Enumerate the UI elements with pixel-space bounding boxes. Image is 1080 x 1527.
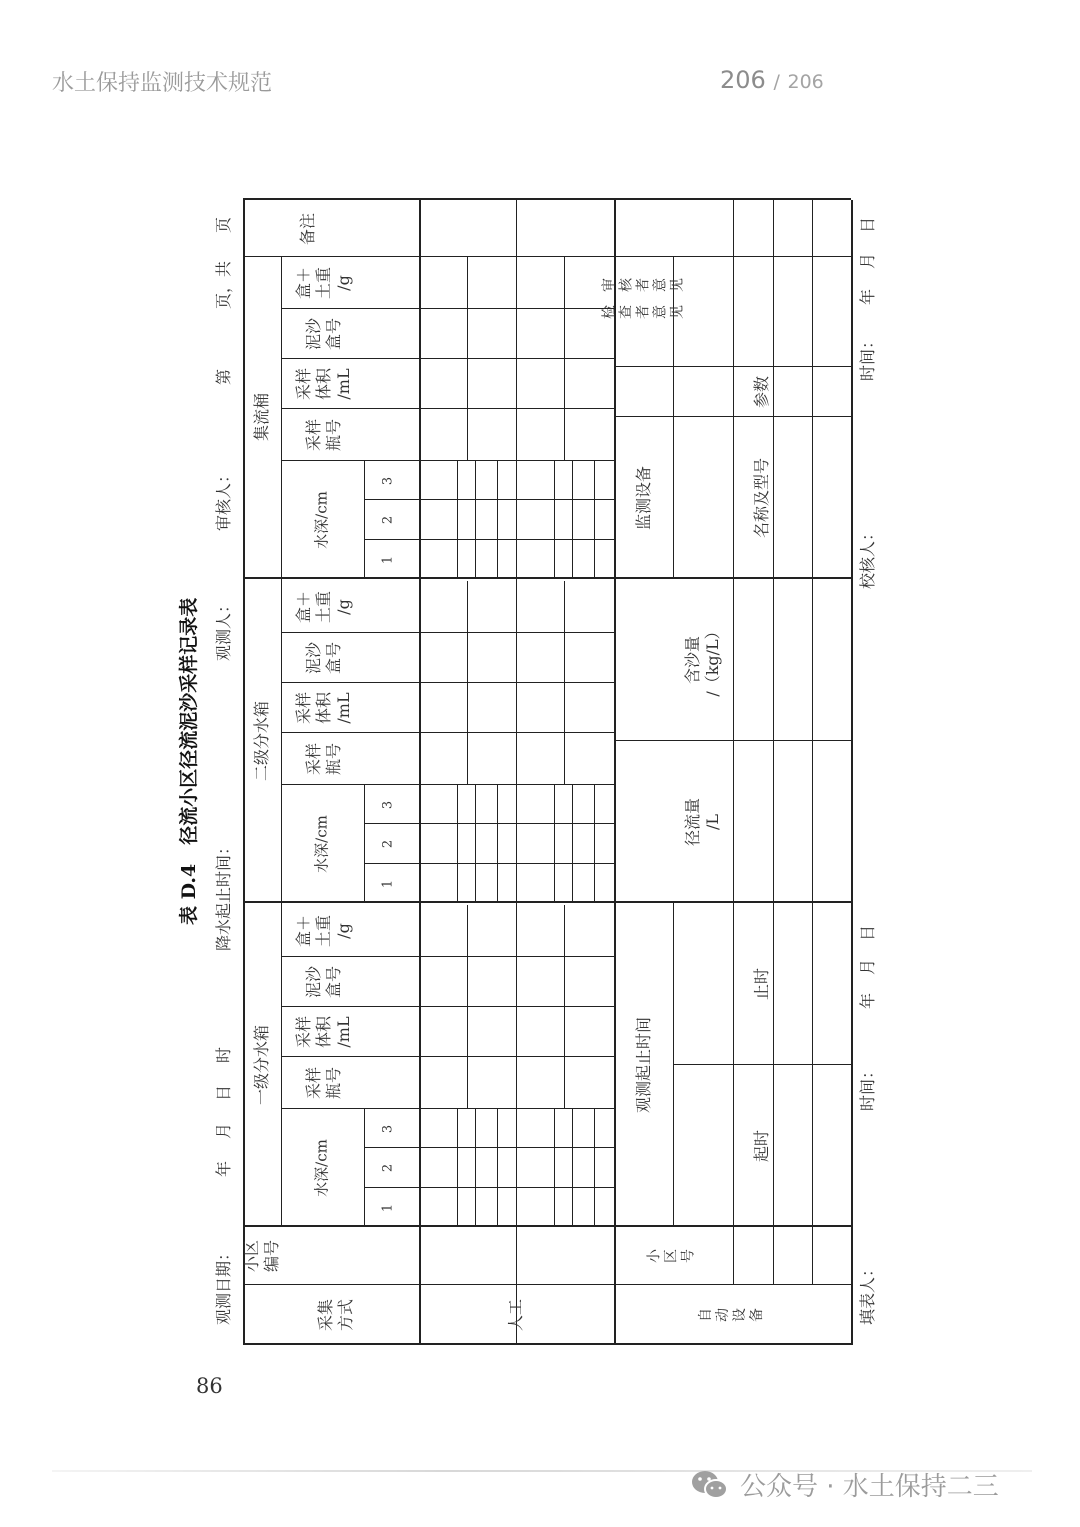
document-title: 水土保持监测技术规范 (52, 71, 273, 96)
table-rule (364, 461, 365, 579)
plot-no-header: 小 区 号 (646, 1249, 697, 1263)
reviewer-opinion-header: 审 核 者 意 见 (601, 278, 686, 292)
table-text: 月 (214, 1122, 233, 1139)
water-depth-header: 水深/cm (312, 815, 331, 873)
box-weight-header: 盒＋ 土重 /g (294, 266, 353, 300)
table-rule (516, 200, 517, 1345)
table-rule (243, 901, 614, 903)
box1-header: 一级分水箱 (252, 1024, 271, 1106)
filler-label: 填表人： (858, 1260, 877, 1325)
table-rule (614, 256, 851, 257)
printed-page-number: 86 (196, 1374, 223, 1398)
table-text: 日 (858, 216, 877, 233)
params-header: 参数 (752, 375, 771, 409)
sample-volume-header: 采样 体积 /mL (294, 367, 353, 401)
table-rule (594, 785, 595, 903)
table-rule (364, 785, 365, 903)
table-rule (773, 200, 774, 1285)
table-rule (614, 901, 851, 903)
table-text: 日 (858, 924, 877, 941)
table-rule (594, 461, 595, 579)
table-rule (243, 256, 614, 257)
bottle-no-header: 采样 瓶号 (304, 1066, 343, 1100)
table-rule (554, 461, 555, 579)
table-rule (475, 785, 476, 903)
table-rule (467, 581, 468, 785)
end-time-header: 止时 (752, 967, 771, 1001)
table-text: 页，共 (214, 260, 233, 309)
table-rule (457, 1109, 458, 1227)
table-rule (457, 785, 458, 903)
box-weight-header: 盒＋ 土重 /g (294, 590, 353, 624)
table-text: 2 (380, 1163, 396, 1173)
table-rule (497, 1109, 498, 1227)
sample-volume-header: 采样 体积 /mL (294, 691, 353, 725)
device-name-header: 名称及型号 (752, 457, 771, 539)
table-rule (812, 200, 813, 1285)
plot-id-header: 小区 编号 (242, 1239, 281, 1273)
table-text: 年 (858, 992, 877, 1009)
bottle-no-header: 采样 瓶号 (304, 418, 343, 452)
start-time-header: 起时 (752, 1129, 771, 1163)
table-rule (554, 785, 555, 903)
table-text: 2 (380, 839, 396, 849)
table-rule (475, 1109, 476, 1227)
checker-label: 校核人： (858, 524, 877, 589)
table-rule (564, 581, 565, 785)
table-text: 2 (380, 515, 396, 525)
bottle-no-header: 采样 瓶号 (304, 742, 343, 776)
table-rule (419, 200, 421, 1345)
table-rule (243, 1343, 851, 1345)
table-rule (467, 905, 468, 1109)
observer-label: 观测人： (214, 596, 233, 661)
table-rule (614, 200, 616, 1345)
table-rule (243, 1284, 851, 1285)
page-indicator (720, 66, 824, 94)
table-rule (364, 1187, 614, 1188)
table-rule (614, 366, 851, 367)
table-rule (572, 461, 573, 579)
water-depth-header: 水深/cm (312, 1139, 331, 1197)
time-label: 时间： (858, 1062, 877, 1111)
page-separator: / (773, 71, 780, 93)
table-rule (614, 416, 673, 417)
auto-device-label: 自 动 设 备 (698, 1308, 765, 1322)
table-rule (364, 823, 614, 824)
table-rule (572, 785, 573, 903)
table-text: 1 (380, 1203, 396, 1213)
obs-date-label: 观测日期： (214, 1244, 233, 1325)
table-rule (364, 863, 614, 864)
box-no-header: 泥沙 盒号 (304, 641, 343, 675)
table-rule (572, 1109, 573, 1227)
time-label: 时间： (858, 332, 877, 381)
table-text: 页 (214, 216, 233, 233)
observation-period-header: 观测起止时间 (634, 1016, 653, 1114)
table-rule (851, 200, 853, 1345)
table-text: 3 (380, 1124, 396, 1134)
box-weight-header: 盒＋ 土重 /g (294, 914, 353, 948)
table-rule (497, 785, 498, 903)
table-rule (364, 1147, 614, 1148)
table-text: 时 (214, 1046, 233, 1063)
table-rule (457, 461, 458, 579)
wechat-account-tag (690, 1466, 999, 1503)
table-rule (243, 198, 851, 200)
table-title: 表 D.4 径流小区径流泥沙采样记录表 (178, 597, 200, 925)
table-rule (364, 1109, 365, 1227)
table-rule (673, 1064, 851, 1065)
table-rule (733, 200, 734, 1285)
manual-label: 人工 (506, 1298, 525, 1332)
table-rule (594, 1109, 595, 1227)
bucket-header: 集流桶 (252, 392, 271, 442)
wechat-icon (690, 1469, 730, 1501)
table-rule (364, 499, 614, 500)
box-no-header: 泥沙 盒号 (304, 317, 343, 351)
rain-period-label: 降水起止时间： (214, 838, 233, 951)
page-current: 206 (720, 66, 766, 94)
page-total: 206 (787, 71, 824, 93)
table-rule (475, 461, 476, 579)
table-text: 年 (858, 288, 877, 305)
table-text: 日 (214, 1084, 233, 1101)
table-rule (243, 200, 245, 1345)
table-rule (497, 461, 498, 579)
table-text: 1 (380, 879, 396, 889)
water-depth-header: 水深/cm (312, 491, 331, 549)
table-rule (554, 1109, 555, 1227)
table-rule (564, 257, 565, 461)
table-text: 1 (380, 555, 396, 565)
device-header: 监测设备 (634, 465, 653, 531)
checker-opinion-header: 检 查 者 意 见 (601, 305, 686, 319)
box-no-header: 泥沙 盒号 (304, 965, 343, 999)
remark-header: 备注 (298, 212, 317, 246)
box2-header: 二级分水箱 (252, 700, 271, 782)
table-rule (364, 539, 614, 540)
table-rule (673, 903, 674, 1227)
rotated-table-page (176, 195, 877, 1345)
table-text: 年 (214, 1160, 233, 1177)
table-text: 月 (858, 958, 877, 975)
table-text: 3 (380, 476, 396, 486)
sediment-header: 含沙量 /（kg/L） (683, 623, 722, 697)
collect-method-header: 采集 方式 (316, 1298, 355, 1332)
account-name: 公众号 · 水土保持二三 (740, 1472, 999, 1502)
table-rule (614, 740, 851, 741)
table-text: 3 (380, 800, 396, 810)
runoff-header: 径流量 /L (683, 797, 722, 847)
reviewer-label: 审核人： (214, 466, 233, 531)
table-rule (614, 1225, 851, 1227)
table-rule (564, 905, 565, 1109)
table-text: 第 (214, 368, 233, 385)
sample-volume-header: 采样 体积 /mL (294, 1015, 353, 1049)
table-rule (614, 577, 851, 579)
table-rule (281, 257, 282, 1227)
table-rule (243, 577, 614, 579)
table-rule (467, 257, 468, 461)
table-text: 月 (858, 252, 877, 269)
table-rule (673, 416, 851, 417)
table-rule (243, 1225, 614, 1227)
